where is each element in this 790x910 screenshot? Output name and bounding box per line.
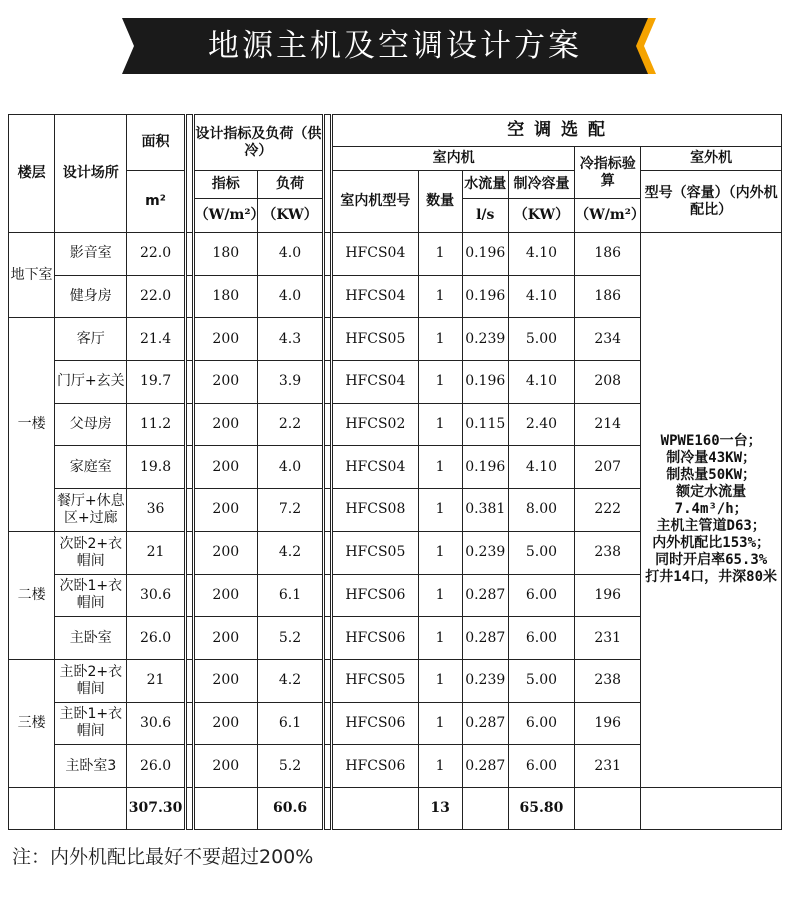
separator-column <box>185 787 193 829</box>
separator-column <box>185 531 193 574</box>
room-name: 健身房 <box>55 275 127 318</box>
blank-cell <box>575 787 641 829</box>
cooling-check-value: 186 <box>575 233 641 276</box>
quantity-value: 1 <box>418 233 462 276</box>
header-area: 面积 <box>127 115 185 171</box>
separator-column <box>185 702 193 745</box>
area-value: 26.0 <box>127 745 185 788</box>
load-value: 4.0 <box>257 275 323 318</box>
room-name: 次卧1+衣帽间 <box>55 574 127 617</box>
area-unit: m² <box>127 171 185 233</box>
index-value: 200 <box>193 361 257 404</box>
room-name: 主卧室 <box>55 617 127 660</box>
blank-cell <box>641 787 782 829</box>
index-value: 200 <box>193 659 257 702</box>
water-flow-value: 0.287 <box>462 702 508 745</box>
floor-name: 一楼 <box>9 318 55 531</box>
index-value: 200 <box>193 318 257 361</box>
water-flow-value: 0.239 <box>462 318 508 361</box>
area-value: 30.6 <box>127 702 185 745</box>
capacity-value: 4.10 <box>508 233 574 276</box>
separator-column <box>324 233 332 276</box>
water-flow-value: 0.196 <box>462 361 508 404</box>
cooling-check-value: 196 <box>575 574 641 617</box>
index-value: 200 <box>193 574 257 617</box>
capacity-value: 6.00 <box>508 617 574 660</box>
load-value: 3.9 <box>257 361 323 404</box>
separator-column <box>324 318 332 361</box>
separator-column <box>324 745 332 788</box>
blank-cell <box>462 787 508 829</box>
quantity-value: 1 <box>418 275 462 318</box>
area-value: 36 <box>127 489 185 532</box>
capacity-value: 2.40 <box>508 403 574 446</box>
load-value: 7.2 <box>257 489 323 532</box>
floor-name: 三楼 <box>9 659 55 787</box>
separator-column <box>324 275 332 318</box>
load-value: 6.1 <box>257 702 323 745</box>
header-quantity: 数量 <box>418 171 462 233</box>
separator-column <box>185 115 193 233</box>
indoor-model-value: HFCS06 <box>332 617 418 660</box>
area-value: 26.0 <box>127 617 185 660</box>
quantity-value: 1 <box>418 574 462 617</box>
separator-column <box>324 403 332 446</box>
separator-column <box>324 702 332 745</box>
area-value: 19.8 <box>127 446 185 489</box>
cooling-check-value: 238 <box>575 531 641 574</box>
separator-column <box>324 531 332 574</box>
capacity-value: 4.10 <box>508 446 574 489</box>
indoor-model-value: HFCS06 <box>332 702 418 745</box>
quantity-value: 1 <box>418 403 462 446</box>
total-quantity-value: 13 <box>418 787 462 829</box>
index-value: 200 <box>193 702 257 745</box>
indoor-model-value: HFCS05 <box>332 318 418 361</box>
blank-cell <box>55 787 127 829</box>
area-value: 22.0 <box>127 275 185 318</box>
capacity-value: 6.00 <box>508 702 574 745</box>
outdoor-spec-line: 打井14口，井深80米 <box>645 569 778 586</box>
indoor-model-value: HFCS06 <box>332 574 418 617</box>
quantity-value: 1 <box>418 531 462 574</box>
capacity-value: 6.00 <box>508 574 574 617</box>
quantity-value: 1 <box>418 361 462 404</box>
separator-column <box>185 659 193 702</box>
outdoor-spec-line: 制冷量43KW； <box>666 450 757 467</box>
cooling-capacity-unit: （KW） <box>508 199 574 233</box>
capacity-value: 4.10 <box>508 275 574 318</box>
outdoor-spec-line: 额定水流量7.4m³/h； <box>674 484 748 518</box>
water-flow-value: 0.196 <box>462 446 508 489</box>
index-value: 200 <box>193 489 257 532</box>
separator-column <box>324 574 332 617</box>
load-value: 4.0 <box>257 446 323 489</box>
load-value: 4.0 <box>257 233 323 276</box>
capacity-value: 8.00 <box>508 489 574 532</box>
header-indoor-unit: 室内机 <box>332 147 575 171</box>
room-name: 家庭室 <box>55 446 127 489</box>
water-flow-value: 0.196 <box>462 275 508 318</box>
index-value: 200 <box>193 403 257 446</box>
header-load: 负荷 <box>257 171 323 199</box>
indoor-model-value: HFCS05 <box>332 531 418 574</box>
area-value: 19.7 <box>127 361 185 404</box>
header-ac-selection: 空 调 选 配 <box>332 115 782 147</box>
totals-row <box>9 787 782 829</box>
title-banner <box>122 18 668 74</box>
outdoor-spec-line: 主机主管道D63； <box>656 518 766 535</box>
cooling-check-value: 231 <box>575 617 641 660</box>
separator-column <box>324 617 332 660</box>
floor-name: 二楼 <box>9 531 55 659</box>
indoor-model-value: HFCS04 <box>332 361 418 404</box>
separator-column <box>185 617 193 660</box>
quantity-value: 1 <box>418 659 462 702</box>
indoor-model-value: HFCS04 <box>332 275 418 318</box>
separator-column <box>185 275 193 318</box>
footnote: 注：内外机配比最好不要超过200% <box>12 846 314 868</box>
quantity-value: 1 <box>418 745 462 788</box>
header-outdoor-unit: 室外机 <box>641 147 782 171</box>
header-cooling-check: 冷指标验算 <box>575 147 641 199</box>
indoor-model-value: HFCS08 <box>332 489 418 532</box>
indoor-model-value: HFCS04 <box>332 233 418 276</box>
room-name: 餐厅+休息区+过廊 <box>55 489 127 532</box>
index-value: 200 <box>193 446 257 489</box>
area-value: 22.0 <box>127 233 185 276</box>
separator-column <box>185 318 193 361</box>
load-value: 4.3 <box>257 318 323 361</box>
outdoor-spec-line: WPWE160一台； <box>660 433 762 450</box>
capacity-value: 5.00 <box>508 659 574 702</box>
total-load-value: 60.6 <box>257 787 323 829</box>
indoor-model-value: HFCS05 <box>332 659 418 702</box>
room-name: 主卧室3 <box>55 745 127 788</box>
index-value: 200 <box>193 531 257 574</box>
cooling-check-value: 196 <box>575 702 641 745</box>
cooling-check-value: 208 <box>575 361 641 404</box>
index-value: 200 <box>193 617 257 660</box>
room-name: 主卧1+衣帽间 <box>55 702 127 745</box>
index-value: 200 <box>193 745 257 788</box>
separator-column <box>324 115 332 233</box>
indoor-model-value: HFCS04 <box>332 446 418 489</box>
cooling-check-value: 222 <box>575 489 641 532</box>
outdoor-spec-cell <box>641 233 782 788</box>
separator-column <box>324 361 332 404</box>
room-name: 父母房 <box>55 403 127 446</box>
area-value: 21 <box>127 659 185 702</box>
cooling-check-value: 238 <box>575 659 641 702</box>
indoor-model-value: HFCS06 <box>332 745 418 788</box>
outdoor-spec-line: 制热量50KW； <box>666 467 757 484</box>
water-flow-value: 0.287 <box>462 617 508 660</box>
water-flow-value: 0.239 <box>462 531 508 574</box>
floor-name: 地下室 <box>9 233 55 318</box>
room-name: 影音室 <box>55 233 127 276</box>
area-value: 21 <box>127 531 185 574</box>
total-capacity-value: 65.80 <box>508 787 574 829</box>
room-name: 客厅 <box>55 318 127 361</box>
header-cooling-capacity: 制冷容量 <box>508 171 574 199</box>
water-flow-value: 0.196 <box>462 233 508 276</box>
quantity-value: 1 <box>418 318 462 361</box>
separator-column <box>324 659 332 702</box>
total-area-value: 307.30 <box>127 787 185 829</box>
separator-column <box>324 489 332 532</box>
ac-design-table <box>8 114 782 830</box>
header-design-index: 设计指标及负荷（供冷） <box>193 115 323 171</box>
capacity-value: 5.00 <box>508 318 574 361</box>
header-index: 指标 <box>193 171 257 199</box>
water-flow-value: 0.287 <box>462 745 508 788</box>
quantity-value: 1 <box>418 702 462 745</box>
cooling-check-value: 234 <box>575 318 641 361</box>
separator-column <box>185 489 193 532</box>
capacity-value: 4.10 <box>508 361 574 404</box>
separator-column <box>185 574 193 617</box>
area-value: 21.4 <box>127 318 185 361</box>
blank-cell <box>332 787 418 829</box>
water-flow-value: 0.287 <box>462 574 508 617</box>
water-flow-unit: l/s <box>462 199 508 233</box>
outdoor-spec-line: 内外机配比153%； <box>652 535 771 552</box>
header-outdoor-model: 型号（容量）（内外机配比） <box>641 171 782 233</box>
separator-column <box>324 787 332 829</box>
header-location: 设计场所 <box>55 115 127 233</box>
separator-column <box>324 446 332 489</box>
index-unit: （W/m²） <box>193 199 257 233</box>
room-name: 主卧2+衣帽间 <box>55 659 127 702</box>
index-value: 180 <box>193 275 257 318</box>
header-indoor-model: 室内机型号 <box>332 171 418 233</box>
capacity-value: 5.00 <box>508 531 574 574</box>
blank-cell <box>193 787 257 829</box>
area-value: 11.2 <box>127 403 185 446</box>
separator-column <box>185 233 193 276</box>
separator-column <box>185 745 193 788</box>
load-value: 5.2 <box>257 745 323 788</box>
outdoor-spec-line: 同时开启率65.3% <box>655 552 768 569</box>
load-value: 2.2 <box>257 403 323 446</box>
water-flow-value: 0.115 <box>462 403 508 446</box>
separator-column <box>185 403 193 446</box>
cooling-check-value: 231 <box>575 745 641 788</box>
cooling-check-value: 207 <box>575 446 641 489</box>
separator-column <box>185 361 193 404</box>
quantity-value: 1 <box>418 446 462 489</box>
load-unit: （KW） <box>257 199 323 233</box>
table-row <box>9 233 782 276</box>
load-value: 4.2 <box>257 659 323 702</box>
header-water-flow: 水流量 <box>462 171 508 199</box>
index-value: 180 <box>193 233 257 276</box>
room-name: 次卧2+衣帽间 <box>55 531 127 574</box>
load-value: 5.2 <box>257 617 323 660</box>
load-value: 4.2 <box>257 531 323 574</box>
separator-column <box>185 446 193 489</box>
water-flow-value: 0.381 <box>462 489 508 532</box>
capacity-value: 6.00 <box>508 745 574 788</box>
quantity-value: 1 <box>418 489 462 532</box>
cooling-check-unit: （W/m²） <box>575 199 641 233</box>
area-value: 30.6 <box>127 574 185 617</box>
cooling-check-value: 214 <box>575 403 641 446</box>
header-floor: 楼层 <box>9 115 55 233</box>
indoor-model-value: HFCS02 <box>332 403 418 446</box>
cooling-check-value: 186 <box>575 275 641 318</box>
blank-cell <box>9 787 55 829</box>
page-title: 地源主机及空调设计方案 <box>208 28 582 64</box>
water-flow-value: 0.239 <box>462 659 508 702</box>
load-value: 6.1 <box>257 574 323 617</box>
quantity-value: 1 <box>418 617 462 660</box>
room-name: 门厅+玄关 <box>55 361 127 404</box>
